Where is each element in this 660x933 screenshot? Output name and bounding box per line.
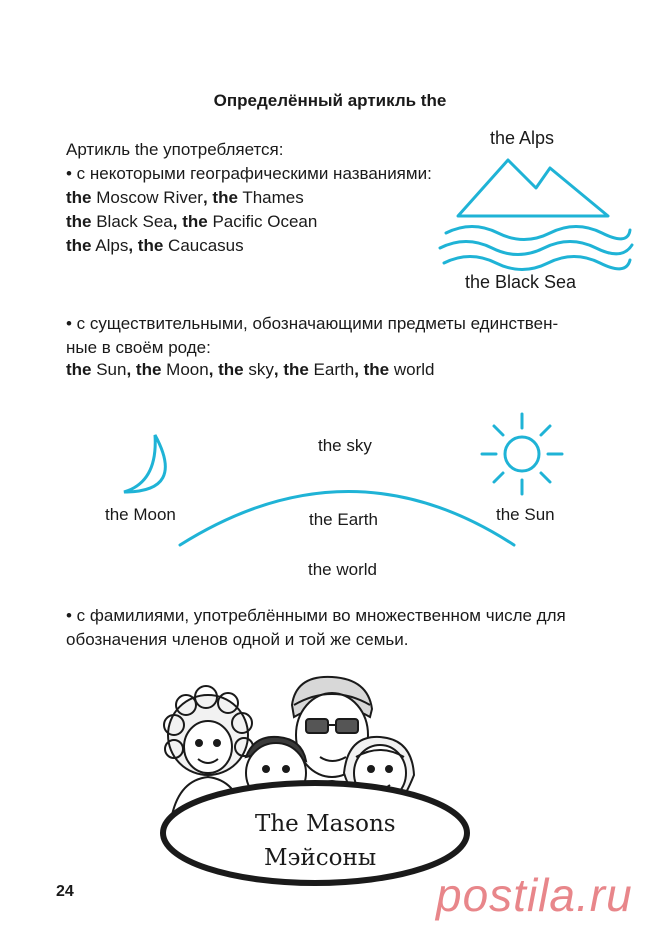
label-sun: the Sun	[496, 505, 555, 524]
wave-icon	[444, 257, 630, 270]
example-row	[66, 188, 304, 208]
example-row	[66, 212, 317, 232]
bullet-families-cont: обозначения членов одной и той же семьи.	[66, 630, 409, 649]
noun: Moscow River	[91, 188, 203, 207]
label-moon: the Moon	[105, 505, 176, 524]
watermark-dot: .	[575, 869, 590, 921]
mountains-icon	[458, 160, 608, 216]
example-row	[66, 236, 244, 256]
example-row	[66, 360, 435, 380]
masons-name-ru: Мэйсоны	[264, 845, 377, 871]
label-sky: the sky	[318, 436, 372, 455]
page-title: Определённый артикль the	[213, 91, 447, 110]
masons-name-en: The Masons	[255, 811, 396, 837]
article: the	[66, 188, 92, 207]
noun: sky	[243, 360, 274, 379]
alps-sea-illustration	[432, 150, 637, 275]
article: , the	[172, 212, 208, 231]
wave-icon	[440, 242, 632, 255]
bullet-unique-cont: ные в своём роде:	[66, 338, 211, 357]
label-alps: the Alps	[490, 128, 555, 148]
watermark-part2: ru	[589, 869, 633, 921]
watermark	[436, 868, 633, 922]
article: , the	[202, 188, 238, 207]
noun: Sun	[91, 360, 127, 379]
bullet-unique: • с существительными, обозначающими предметы единствен-	[66, 314, 559, 333]
bullet-families: • с фамилиями, употреблёнными во множественном числе для	[66, 606, 566, 625]
watermark-part1: postila	[436, 869, 576, 921]
article: , the	[354, 360, 390, 379]
label-world: the world	[308, 560, 377, 579]
wave-icon	[446, 227, 630, 240]
noun: world	[389, 360, 435, 379]
article: the	[66, 212, 92, 231]
noun: Alps	[91, 236, 129, 255]
article: , the	[273, 360, 309, 379]
article: the	[66, 360, 92, 379]
article: , the	[128, 236, 164, 255]
label-black-sea: the Black Sea	[465, 272, 577, 292]
noun: Caucasus	[163, 236, 244, 255]
bullet-geography: • с некоторыми географическими названиями:	[66, 164, 432, 183]
sky-earth-illustration	[0, 410, 660, 560]
label-earth: the Earth	[309, 510, 378, 529]
noun: Black Sea	[91, 212, 173, 231]
article: , the	[208, 360, 244, 379]
article: , the	[126, 360, 162, 379]
noun: Pacific Ocean	[207, 212, 318, 231]
noun: Earth	[308, 360, 355, 379]
intro-text: Артикль the употребляется:	[66, 140, 284, 159]
noun: Moon	[161, 360, 209, 379]
noun: Thames	[237, 188, 304, 207]
moon-icon	[124, 435, 165, 492]
sun-icon	[482, 414, 562, 494]
page-number: 24	[56, 883, 74, 900]
article: the	[66, 236, 92, 255]
